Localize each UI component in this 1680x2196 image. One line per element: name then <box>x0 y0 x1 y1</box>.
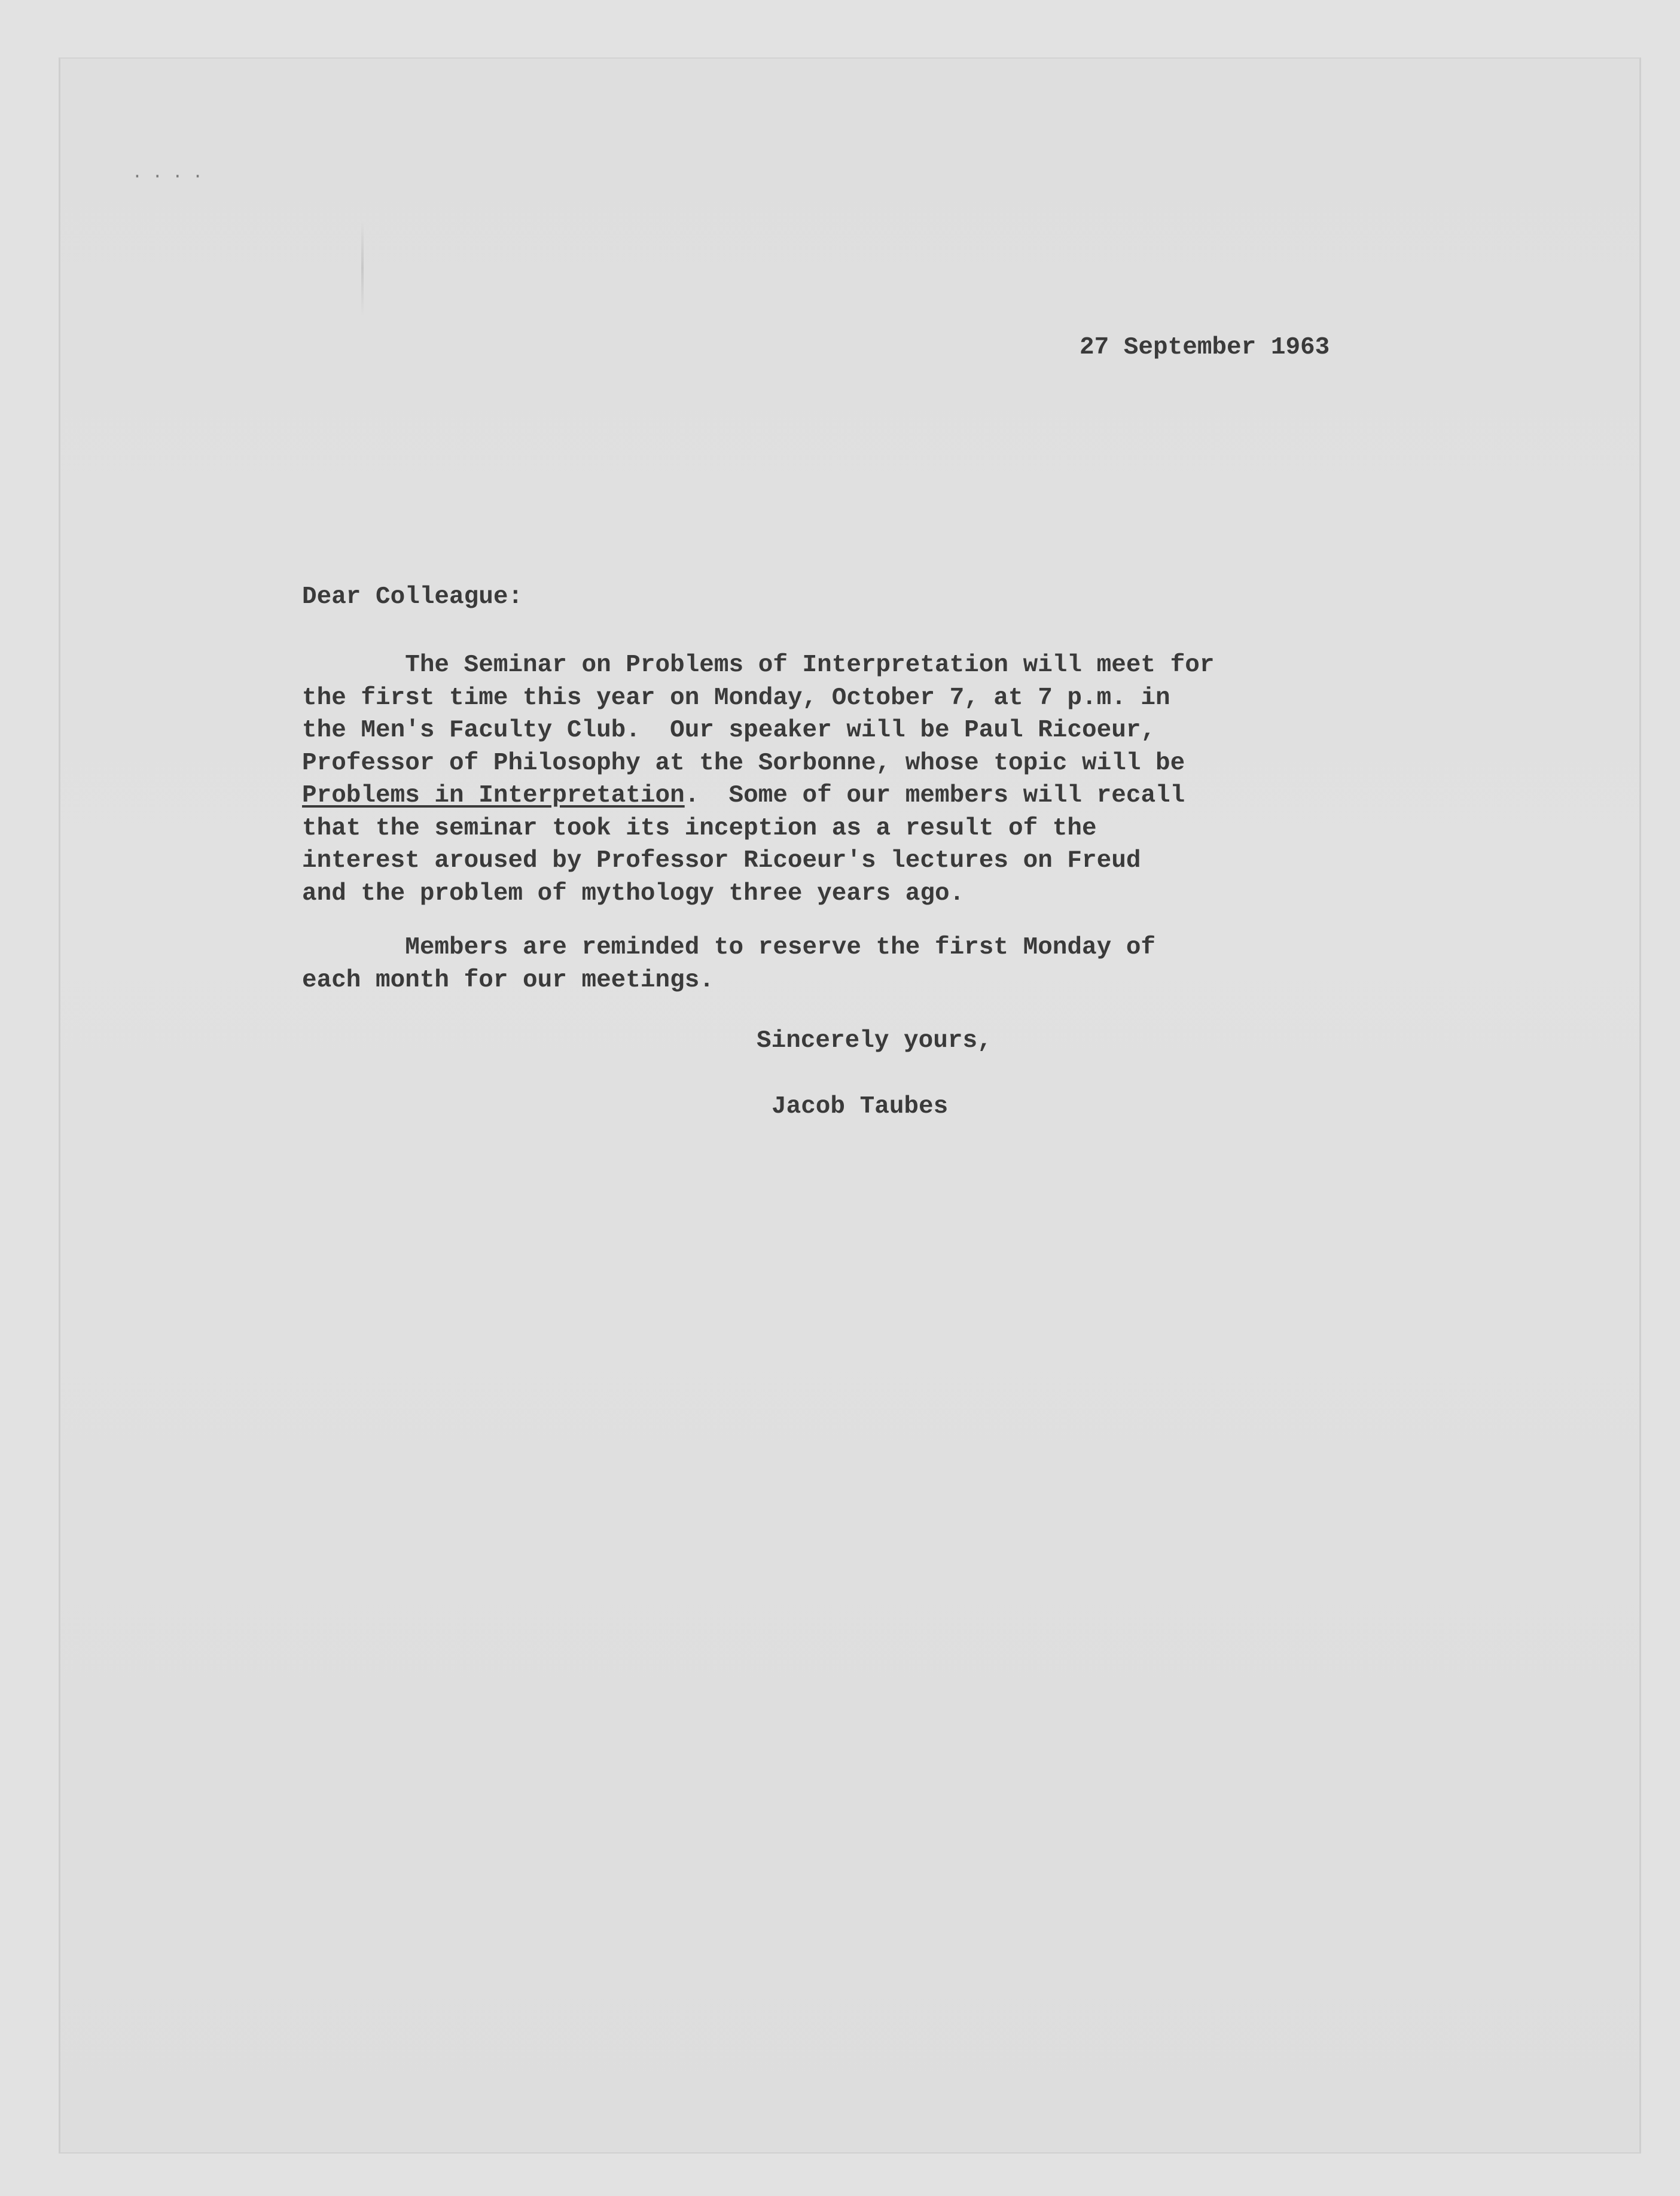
topic-title: Problems in Interpretation <box>302 782 685 809</box>
paragraph-2-line: Members are reminded to reserve the first Monday of <box>302 934 1156 961</box>
paragraph-2 <box>302 931 1155 997</box>
closing: Sincerely yours, <box>757 1027 992 1055</box>
signature: Jacob Taubes <box>772 1093 949 1120</box>
paragraph-1-line: that the seminar took its inception as a result of the <box>302 814 1097 842</box>
paragraph-1-line: Professor of Philosophy at the Sorbonne, whose topic will be <box>302 749 1185 777</box>
salutation: Dear Colleague: <box>302 583 523 611</box>
paragraph-1-line <box>302 779 1214 812</box>
paragraph-1-line: The Seminar on Problems of Interpretation will meet for <box>302 651 1215 679</box>
paragraph-1-line: and the problem of mythology three years ago. <box>302 879 965 907</box>
paragraph-1 <box>302 649 1214 910</box>
paragraph-1-line: the first time this year on Monday, October 7, at 7 p.m. in <box>302 684 1170 712</box>
letter-date: 27 September 1963 <box>1080 334 1330 361</box>
paragraph-1-line-rest: . Some of our members will recall <box>684 782 1185 809</box>
paragraph-1-line: interest aroused by Professor Ricoeur's lectures on Freud <box>302 847 1141 875</box>
corner-marks: · · · · <box>132 166 203 186</box>
paragraph-1-line: the Men's Faculty Club. Our speaker will be Paul Ricoeur, <box>302 717 1156 744</box>
paragraph-2-line: each month for our meetings. <box>302 966 714 994</box>
